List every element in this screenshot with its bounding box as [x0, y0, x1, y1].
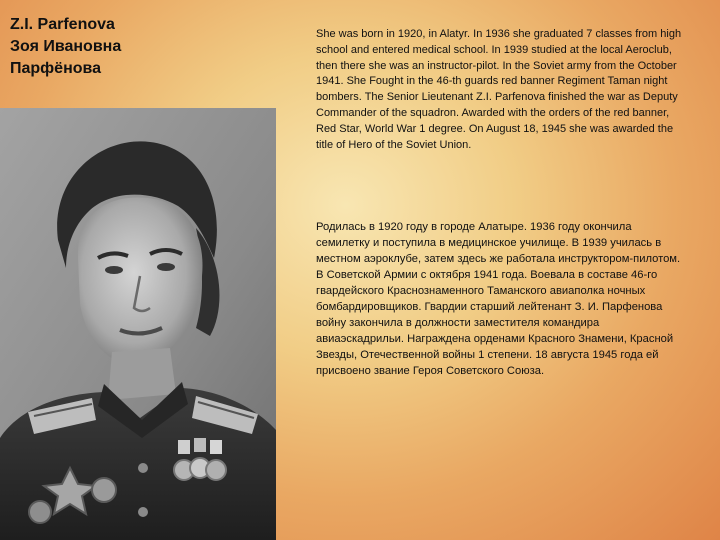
biography-russian: Родилась в 1920 году в городе Алатыре. 1936 году окончила семилетку и поступила в медицинское училище. В 1939 училась в местном аэроклубе, затем здесь же работала инструктором-пилотом. В Советской Армии с октября 1941 года. Воевала в составе 46-го гвардейского Краснознаменного Таманского авиаполка ночных бомбардировщиков. Гвардии старший лейтенант З. И. Парфенова войну закончила в должности заместителя командира авиаэскадрильи. Награждена орденами Красного Знамени, Красной Звезды, Отечественной войны 1 степени. 18 августа 1945 года ей присвоено звание Героя Советского Союза.	[316, 221, 681, 377]
biography-english: She was born in 1920, in Alatyr. In 1936 she graduated 7 classes from high school and entered medical school. In 1939 studied at the local Aeroclub, then there she was an instructor-pilot. In the Soviet army from the October 1941. She Fought in the 46-th guards red banner Regiment Taman night bombers. The Senior Lieutenant Z.I. Parfenova finished the war as Deputy Commander of the squadron. Awarded with the orders of the red banner, Red Star, World War 1 degree. On August 18, 1945 she was awarded the title of Hero of the Soviet Union.	[316, 28, 682, 151]
portrait-photo	[0, 108, 276, 540]
slide-title	[10, 14, 250, 80]
title-russian-surname: Парфёнова	[10, 60, 102, 77]
title-russian-first-name: Зоя Ивановна	[10, 38, 122, 55]
title-latin: Z.I. Parfenova	[10, 16, 115, 33]
